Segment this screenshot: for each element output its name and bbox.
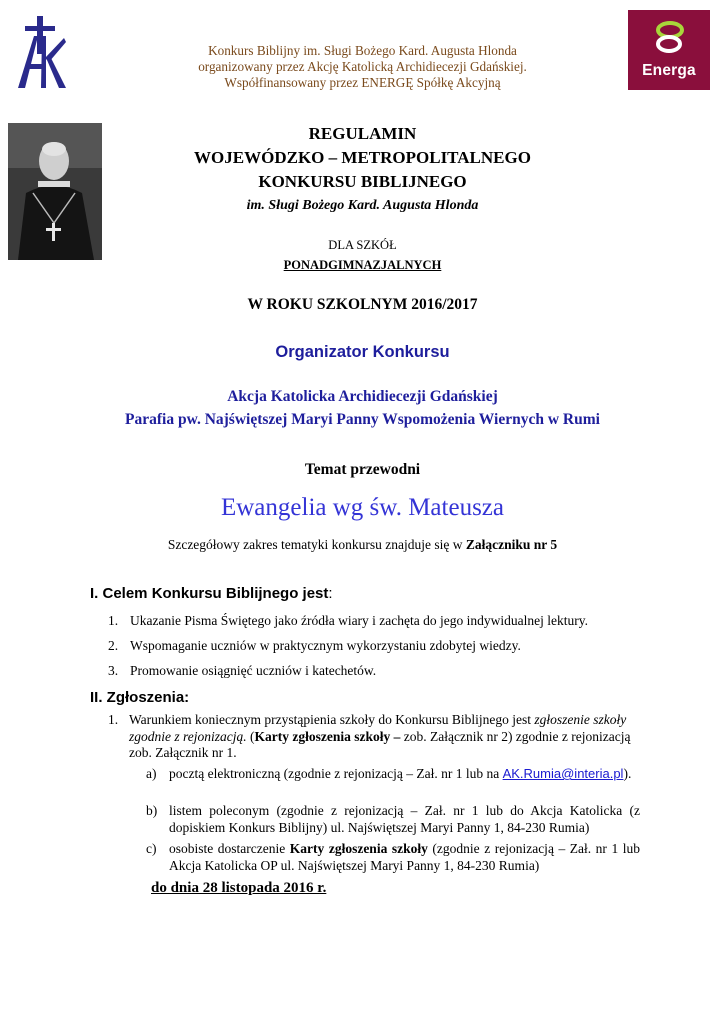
section-registration-heading — [90, 689, 189, 706]
school-year: W ROKU SZKOLNYM 2016/2017 — [247, 296, 478, 313]
list-item-text: Promowanie osiągnięć uczniów i katechetów. — [130, 663, 377, 678]
list-item-number: 3. — [108, 663, 119, 678]
option-label: b) — [146, 803, 158, 818]
option-label: c) — [146, 841, 157, 856]
option-body — [169, 841, 640, 874]
energa-swirl-icon — [654, 20, 686, 56]
header-line-1: Konkurs Biblijny im. Sługi Bożego Kard. Augusta Hlonda — [208, 43, 517, 58]
title-line-3: KONKURSU BIBLIJNEGO — [258, 172, 467, 191]
section-registration-heading-text: II. Zgłoszenia: — [90, 689, 190, 706]
organizer-heading: Organizator Konkursu — [275, 343, 450, 361]
title-line-2: WOJEWÓDZKO – METROPOLITALNEGO — [194, 148, 531, 167]
organizer-line-1: Akcja Katolicka Archidiecezji Gdańskiej — [227, 388, 498, 405]
school-type-value-text: PONADGIMNAZJALNYCH — [283, 258, 442, 272]
option-bold: Karty zgłoszenia szkoły — [289, 841, 428, 856]
header-text — [110, 43, 615, 91]
list-item — [108, 638, 668, 654]
registration-option-mail — [146, 803, 640, 836]
option-body: listem poleconym (zgodnie z rejonizacją – Zał. nr 1 lub do Akcja Katolicka (z dopiskiem Konkurs Biblijny) ul. Najświętszej Maryi Panny 1, 84-230 Rumia) — [169, 803, 640, 835]
energa-brand-name: Energa — [642, 62, 696, 79]
school-type-value — [0, 258, 725, 273]
registration-italic: zgłoszenie szkoły zgodnie z rejonizacją. — [129, 712, 627, 744]
list-item-text: Wspomaganie uczniów w praktycznym wykorzystaniu zdobytej wiedzy. — [130, 638, 521, 653]
registration-option-personal — [146, 841, 640, 874]
school-type-label: DLA SZKÓŁ — [328, 238, 397, 252]
section-goals-heading-text: I. Celem Konkursu Biblijnego jest — [90, 585, 329, 602]
registration-item — [108, 712, 640, 762]
list-item-number: 1. — [108, 613, 119, 628]
option-label: a) — [146, 766, 157, 781]
list-item — [108, 613, 668, 629]
ak-logo-icon — [16, 16, 66, 88]
option-text-end: ). — [623, 766, 632, 781]
theme-heading: Temat przewodni — [304, 461, 421, 478]
option-text-2: (zgodnie z rejonizacją – Zał. nr 1 lub Akcja Katolicka OP ul. Najświętszej Maryi Panny 1, 84-230 Rumia) — [169, 841, 640, 873]
scope-text: Szczegółowy zakres tematyki konkursu znajduje się w — [167, 537, 466, 552]
list-item-text: Ukazanie Pisma Świętego jako źródła wiary i zachęta do jego indywidualnej lektury. — [130, 613, 588, 628]
section-goals-heading — [90, 585, 333, 602]
list-item — [108, 663, 668, 679]
option-body — [169, 766, 640, 783]
section-goals-heading-suffix: : — [328, 585, 333, 602]
organizer-line-2: Parafia pw. Najświętszej Maryi Panny Wspomożenia Wiernych w Rumi — [125, 411, 600, 428]
registration-text-2: ( — [246, 728, 255, 744]
header-line-2: organizowany przez Akcję Katolicką Archidiecezji Gdańskiej. — [198, 59, 527, 74]
email-link[interactable]: AK.Rumia@interia.pl — [502, 766, 624, 781]
registration-text-1: Warunkiem koniecznym przystąpienia szkoły do Konkursu Biblijnego jest — [129, 712, 535, 727]
registration-item-body — [129, 712, 640, 762]
list-item-number: 2. — [108, 638, 119, 653]
scope-attachment: Załączniku nr 5 — [465, 537, 558, 552]
option-text-1: osobiste dostarczenie — [169, 841, 290, 856]
registration-bold: Karty zgłoszenia szkoły – — [254, 728, 401, 744]
energa-logo — [628, 10, 710, 90]
deadline: do dnia 28 listopada 2016 r. — [151, 880, 327, 896]
registration-item-number: 1. — [108, 712, 119, 727]
option-text: pocztą elektroniczną (zgodnie z rejonizacją – Zał. nr 1 lub na — [169, 766, 503, 781]
registration-option-email — [146, 766, 640, 783]
scope-note — [0, 537, 725, 553]
registration-text-3: zob. Załącznik nr 2) zgodnie z rejonizacją zob. Załącznik nr 1. — [129, 728, 631, 760]
header-line-3: Współfinansowany przez ENERGĘ Spółkę Akcyjną — [224, 75, 501, 90]
theme-title: Ewangelia wg św. Mateusza — [220, 494, 504, 521]
title-line-1: REGULAMIN — [308, 124, 417, 143]
subtitle: im. Sługi Bożego Kard. Augusta Hlonda — [246, 198, 479, 213]
